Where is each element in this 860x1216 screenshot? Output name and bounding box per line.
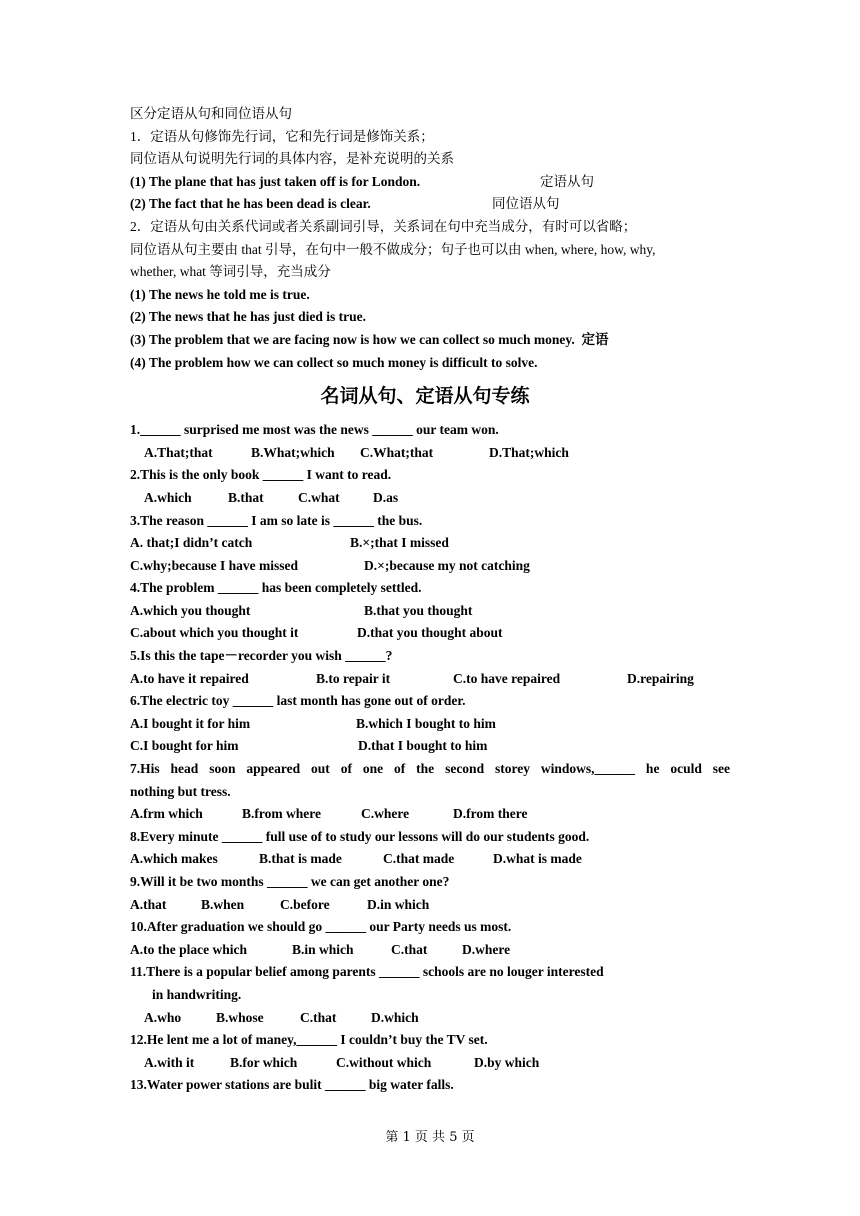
example-3: (1) The news he told me is true.	[130, 286, 310, 302]
question-1-options	[130, 442, 730, 465]
intro-point-2a: 2．定语从句由关系代词或者关系副词引导，关系词在句中充当成分，有时可以省略；	[130, 218, 637, 234]
question-9-options	[130, 894, 730, 917]
option-b: B.that	[228, 489, 264, 505]
example-4: (2) The news that he has just died is true.	[130, 309, 367, 325]
option-a: A.who	[144, 1009, 182, 1025]
intro-point-1b: 同位语从句说明先行词的具体内容，是补充说明的关系	[130, 151, 454, 167]
option-a: A.which you thought	[130, 602, 251, 618]
intro-point-1a: 1．定语从句修饰先行词，它和先行词是修饰关系；	[130, 128, 434, 144]
example-6: (4) The problem how we can collect so much money is difficult to solve.	[130, 354, 538, 370]
option-b: B.that you thought	[364, 602, 473, 618]
example-5: (3) The problem that we are facing now is how we can collect so much money. 定语	[130, 331, 609, 347]
example-2	[130, 193, 730, 216]
option-a: A.frm which	[130, 806, 203, 822]
question-10-options	[130, 939, 730, 962]
option-d: D.from there	[453, 806, 528, 822]
option-b: B.What;which	[251, 444, 335, 460]
option-b: B.which I bought to him	[356, 715, 496, 731]
option-c: C.about which you thought it	[130, 625, 299, 641]
question-4-options-row1	[130, 600, 730, 623]
example-1-tag: 定语从句	[540, 173, 594, 189]
option-b: B.in which	[292, 941, 354, 957]
question-3: 3.The reason ______ I am so late is ______ the bus.	[130, 512, 423, 528]
option-b: B.for which	[230, 1054, 298, 1070]
question-13: 13.Water power stations are bulit ______ big water falls.	[130, 1077, 454, 1093]
option-c: C.where	[361, 806, 410, 822]
option-c: C.without which	[336, 1054, 432, 1070]
question-10: 10.After graduation we should go ______ our Party needs us most.	[130, 919, 512, 935]
option-c: C.to have repaired	[453, 670, 561, 686]
option-d: D.repairing	[627, 670, 694, 686]
example-2-tag: 同位语从句	[492, 196, 560, 212]
option-d: D.that you thought about	[357, 625, 503, 641]
option-a: A.with it	[144, 1054, 195, 1070]
question-7-line-2: nothing but tress.	[130, 783, 231, 799]
option-a: A.which	[144, 489, 192, 505]
question-2-options	[130, 487, 730, 510]
option-b: B.that is made	[259, 851, 342, 867]
option-c: C.that	[391, 941, 428, 957]
option-c: C.that made	[383, 851, 455, 867]
question-5-options	[130, 668, 730, 691]
question-12-options	[130, 1052, 730, 1075]
question-6: 6.The electric toy ______ last month has gone out of order.	[130, 693, 466, 709]
option-d: D.in which	[367, 896, 430, 912]
question-11-options	[130, 1007, 730, 1030]
option-a: A.to have it repaired	[130, 670, 249, 686]
page-footer: 第 1 页 共 5 页	[385, 1130, 475, 1145]
question-7-line-1: 7.His head soon appeared out of one of the second storey windows,______ he oculd see	[130, 761, 730, 777]
option-c: C.before	[280, 896, 330, 912]
option-c: C.why;because I have missed	[130, 557, 299, 573]
question-1: 1.______ surprised me most was the news ______ our team won.	[130, 422, 499, 438]
question-11-line-2: in handwriting.	[152, 986, 242, 1002]
question-8: 8.Every minute ______ full use of to study our lessons will do our students good.	[130, 828, 590, 844]
option-a: A.I bought it for him	[130, 715, 251, 731]
example-1	[130, 171, 730, 194]
question-8-options	[130, 848, 730, 871]
option-a: A.that	[130, 896, 167, 912]
option-c: C.What;that	[360, 444, 434, 460]
section-title: 名词从句、定语从句专练	[320, 385, 530, 408]
question-9: 9.Will it be two months ______ we can get another one?	[130, 874, 450, 889]
question-3-options-row2	[130, 555, 730, 578]
question-12: 12.He lent me a lot of maney,______ I couldn’t buy the TV set.	[130, 1032, 488, 1048]
option-d: D.what is made	[493, 851, 582, 867]
question-4-options-row2	[130, 622, 730, 645]
example-1-text: (1) The plane that has just taken off is for London.	[130, 173, 421, 189]
question-6-options-row2	[130, 735, 730, 758]
question-7-options	[130, 803, 730, 826]
question-11-line-1: 11.There is a popular belief among parents ______ schools are no louger interested	[130, 964, 604, 980]
option-d: D.which	[371, 1009, 419, 1025]
option-a: A.which makes	[130, 851, 218, 867]
example-2-text: (2) The fact that he has been dead is clear.	[130, 196, 371, 212]
option-b: B.×;that I missed	[350, 535, 449, 551]
question-6-options-row1	[130, 713, 730, 736]
question-5: 5.Is this the tape－recorder you wish ______?	[130, 648, 393, 664]
option-d: D.that I bought to him	[358, 738, 488, 754]
question-2: 2.This is the only book ______ I want to read.	[130, 467, 392, 483]
intro-point-2c: whether, what 等词引导，充当成分	[130, 264, 331, 280]
option-c: C.I bought for him	[130, 738, 239, 754]
option-d: D.by which	[474, 1054, 540, 1070]
option-b: B.from where	[242, 806, 321, 822]
option-a: A.to the place which	[130, 941, 247, 957]
option-a: A. that;I didn’t catch	[130, 535, 253, 551]
option-b: B.whose	[216, 1009, 264, 1025]
document-body	[130, 103, 730, 1097]
option-d: D.That;which	[489, 444, 569, 460]
option-d: D.where	[462, 941, 511, 957]
intro-heading: 区分定语从句和同位语从句	[130, 106, 292, 121]
option-a: A.That;that	[144, 444, 213, 460]
question-3-options-row1	[130, 532, 730, 555]
option-b: B.to repair it	[316, 670, 391, 686]
option-d: D.×;because my not catching	[364, 557, 530, 573]
option-d: D.as	[373, 489, 399, 505]
option-c: C.that	[300, 1009, 337, 1025]
option-c: C.what	[298, 489, 340, 505]
intro-point-2b: 同位语从句主要由 that 引导，在句中一般不做成分；句子也可以由 when, where, how, why,	[130, 241, 656, 257]
option-b: B.when	[201, 896, 245, 912]
question-4: 4.The problem ______ has been completely settled.	[130, 580, 422, 596]
